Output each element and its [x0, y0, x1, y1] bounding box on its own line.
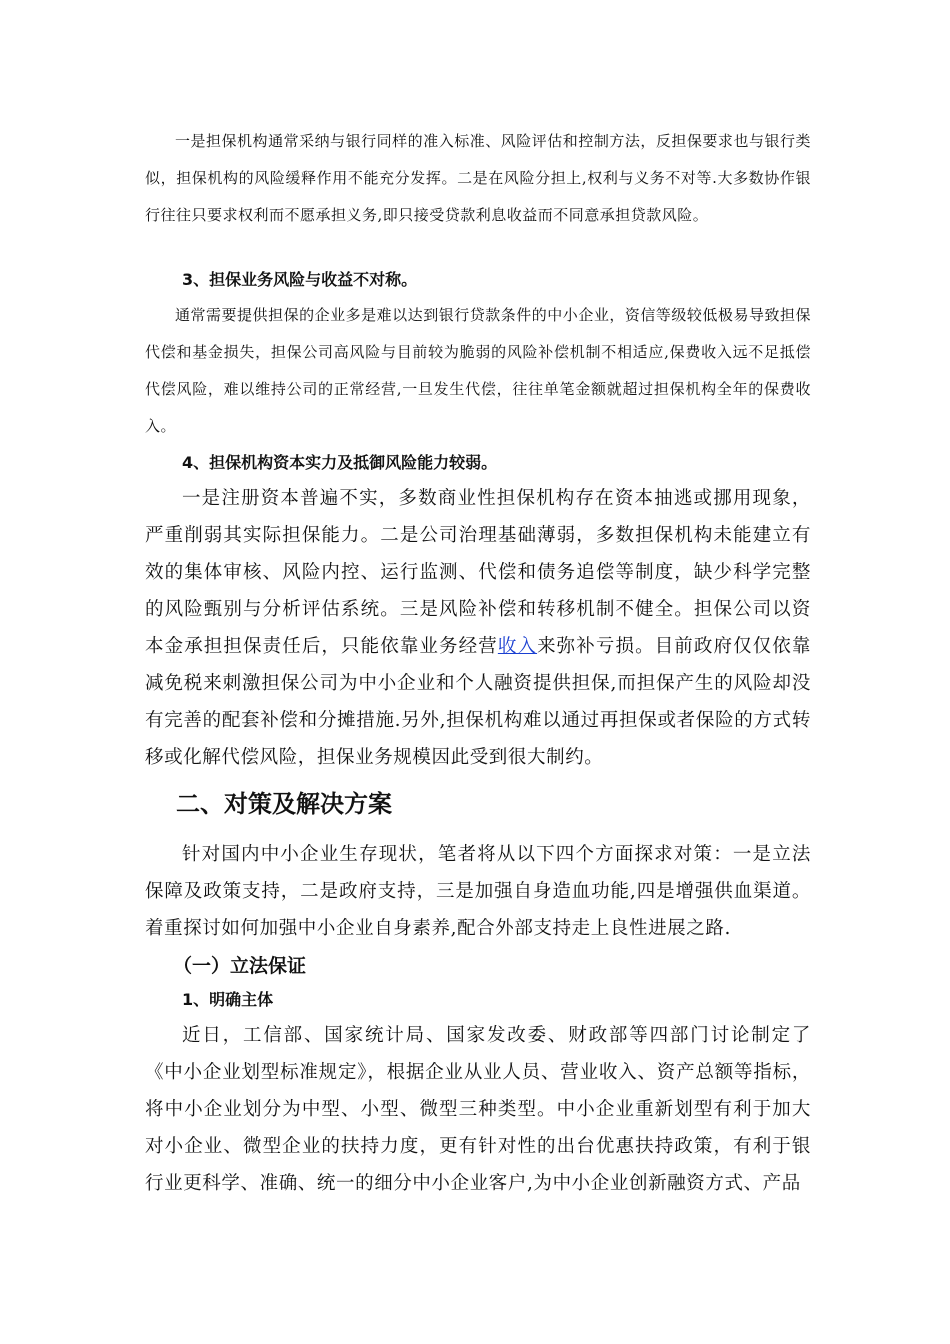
section-heading-countermeasures: 二、对策及解决方案 — [176, 790, 392, 818]
body-paragraph-guarantee-standards: 一是担保机构通常采纳与银行同样的准入标准、风险评估和控制方法，反担保要求也与银行类似，担保机构的风险缓释作用不能充分发挥。二是在风险分担上,权利与义务不对等.大多数协作银行往往只要求权利而不愿承担义务,即只接受贷款利息收益而不同意承担贷款风险。 — [145, 132, 811, 224]
subheading-risk-return-asymmetry: 3、担保业务风险与收益不对称。 — [182, 270, 418, 289]
section-heading-legislative-guarantee: （一）立法保证 — [173, 955, 307, 977]
income-link[interactable]: 收入 — [497, 636, 538, 657]
item-heading-clarify-subject: 1、明确主体 — [182, 990, 274, 1009]
paragraph-text-part-2: 来弥补亏损。目前政府仅仅依靠减免税来刺激担保公司为中小企业和个人融资提供担保,而担保产生的风险却没有完善的配套补偿和分摊措施.另外,担保机构难以通过再担保或者保险的方式转移或化解代偿风险，担保业务规模因此受到很大制约。 — [145, 636, 812, 768]
body-paragraph-capital-strength — [145, 480, 811, 776]
paragraph-text-part-1: 一是注册资本普遍不实，多数商业性担保机构存在资本抽逃或挪用现象，严重削弱其实际担保能力。二是公司治理基础薄弱，多数担保机构未能建立有效的集体审核、风险内控、运行监测、代偿和债务追偿等制度，缺少科学完整的风险甄别与分析评估系统。三是风险补偿和转移机制不健全。担保公司以资本金承担担保责任后，只能依靠业务经营 — [145, 488, 811, 657]
body-paragraph-risk-return: 通常需要提供担保的企业多是难以达到银行贷款条件的中小企业，资信等级较低极易导致担保代偿和基金损失，担保公司高风险与目前较为脆弱的风险补偿机制不相适应,保费收入远不足抵偿代偿风险，难以维持公司的正常经营,一旦发生代偿，往往单笔金额就超过担保机构全年的保费收入。 — [145, 306, 811, 435]
body-paragraph-sme-classification: 近日，工信部、国家统计局、国家发改委、财政部等四部门讨论制定了《中小企业划型标准规定》，根据企业从业人员、营业收入、资产总额等指标，将中小企业划分为中型、小型、微型三种类型。中小企业重新划型有利于加大对小企业、微型企业的扶持力度，更有针对性的出台优惠扶持政策，有利于银行业更科学、准确、统一的细分中小企业客户,为中小企业创新融资方式、产品 — [145, 1025, 811, 1194]
body-paragraph-countermeasures-intro: 针对国内中小企业生存现状，笔者将从以下四个方面探求对策：一是立法保障及政策支持，二是政府支持，三是加强自身造血功能,四是增强供血渠道。着重探讨如何加强中小企业自身素养,配合外部支持走上良性进展之路. — [145, 844, 811, 939]
subheading-capital-strength: 4、担保机构资本实力及抵御风险能力较弱。 — [182, 453, 498, 472]
